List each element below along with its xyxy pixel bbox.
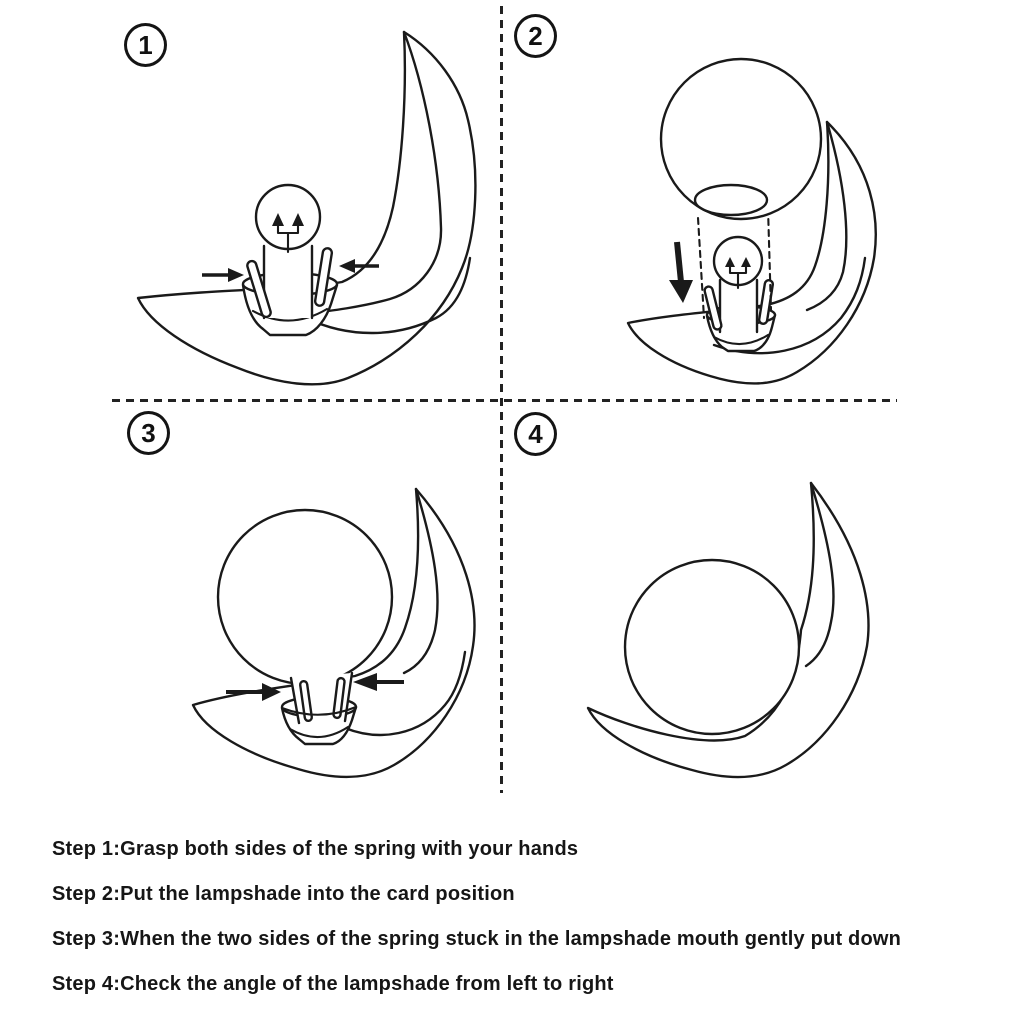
step-1-instruction: Step 1:Grasp both sides of the spring with your hands [52, 838, 579, 860]
step-1-badge: 1 [124, 23, 167, 67]
bulb-socket-cylinder [264, 246, 312, 318]
step-4-badge: 4 [514, 412, 557, 456]
step-4-instruction: Step 4:Check the angle of the lampshade from left to right [52, 973, 614, 995]
insert-down-arrow [669, 242, 693, 303]
panel-step-1-drawing [0, 0, 501, 400]
lampshade-sphere [661, 59, 821, 219]
lampshade-sphere [218, 510, 392, 684]
step-2-instruction: Step 2:Put the lampshade into the card position [52, 883, 515, 905]
step-3-instruction: Step 3:When the two sides of the spring stuck in the lampshade mouth gently put down [52, 928, 902, 950]
step-2-badge: 2 [514, 14, 557, 58]
instructions-list [52, 839, 1002, 1019]
panel-step-4-drawing [501, 400, 1028, 820]
light-bulb [256, 185, 320, 252]
lampshade-sphere [625, 560, 799, 734]
step-3-badge: 3 [127, 411, 170, 455]
panel-step-2-drawing [501, 0, 1028, 400]
alignment-guide-left [698, 218, 704, 318]
panel-step-3-drawing [0, 400, 501, 820]
squeeze-arrow-left [202, 268, 244, 282]
